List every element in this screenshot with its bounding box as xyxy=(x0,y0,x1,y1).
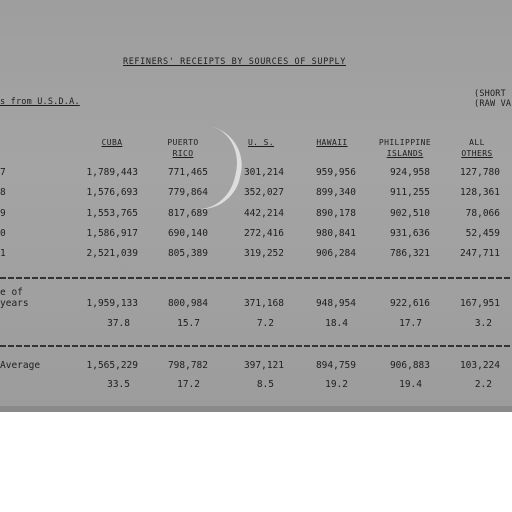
cell: 1,565,229 xyxy=(86,360,138,371)
column-header-puerto-rico: PUERTO RICO xyxy=(167,138,199,158)
cell: 1,586,917 xyxy=(86,228,138,239)
cell: 442,214 xyxy=(243,208,284,219)
cell: 2,521,039 xyxy=(86,248,138,259)
cell: 771,465 xyxy=(167,167,208,178)
cell: 690,140 xyxy=(167,228,208,239)
cell: 167,951 xyxy=(459,298,500,309)
cell: 906,284 xyxy=(315,248,356,259)
cell: 352,027 xyxy=(243,187,284,198)
cell: 798,782 xyxy=(167,360,208,371)
cell: 922,616 xyxy=(389,298,430,309)
long-average-label: Average xyxy=(0,360,41,371)
cell: 19.4 xyxy=(399,379,422,390)
column-header-philippine-islands: PHILIPPINE ISLANDS xyxy=(378,138,432,158)
cell: 902,510 xyxy=(389,208,430,219)
column-header-us: U. S. xyxy=(247,138,275,147)
cell: 1,789,443 xyxy=(86,167,138,178)
cell: 7.2 xyxy=(256,318,274,329)
cell: 959,956 xyxy=(315,167,356,178)
cell: 906,883 xyxy=(389,360,430,371)
source-note: s from U.S.D.A. xyxy=(0,97,80,107)
cell: 931,636 xyxy=(389,228,430,239)
cell: 890,178 xyxy=(315,208,356,219)
row-label: 8 xyxy=(0,187,6,198)
cell: 1,959,133 xyxy=(86,298,138,309)
cell: 1,553,765 xyxy=(86,208,138,219)
cell: 247,711 xyxy=(459,248,500,259)
cell: 301,214 xyxy=(243,167,284,178)
row-label: 0 xyxy=(0,228,6,239)
row-label: 1 xyxy=(0,248,6,259)
cell: 371,168 xyxy=(243,298,284,309)
cell: 924,958 xyxy=(389,167,430,178)
cell: 37.8 xyxy=(107,318,130,329)
unit-note-line1: (SHORT xyxy=(474,89,506,99)
row-label: 9 xyxy=(0,208,6,219)
cell: 948,954 xyxy=(315,298,356,309)
cell: 779,864 xyxy=(167,187,208,198)
cell: 78,066 xyxy=(465,208,500,219)
cell: 127,780 xyxy=(459,167,500,178)
document-title: REFINERS' RECEIPTS BY SOURCES OF SUPPLY xyxy=(123,57,346,67)
cell: 103,224 xyxy=(459,360,500,371)
column-header-cuba: CUBA xyxy=(101,138,123,147)
column-header-all-others: ALL OTHERS xyxy=(461,138,493,158)
cell: 980,841 xyxy=(315,228,356,239)
column-header-hawaii: HAWAII xyxy=(316,138,348,147)
cell: 397,121 xyxy=(243,360,284,371)
cell: 817,689 xyxy=(167,208,208,219)
cell: 911,255 xyxy=(389,187,430,198)
cell: 17.2 xyxy=(177,379,200,390)
cell: 319,252 xyxy=(243,248,284,259)
cell: 52,459 xyxy=(465,228,500,239)
cell: 128,361 xyxy=(459,187,500,198)
cell: 17.7 xyxy=(399,318,422,329)
cell: 18.4 xyxy=(325,318,348,329)
unit-note-line2: (RAW VA xyxy=(474,99,512,109)
cell: 8.5 xyxy=(256,379,274,390)
average-label-line1: e of xyxy=(0,287,23,298)
divider-rule xyxy=(0,277,512,279)
cell: 33.5 xyxy=(107,379,130,390)
row-label: 7 xyxy=(0,167,6,178)
cell: 786,321 xyxy=(389,248,430,259)
cell: 805,389 xyxy=(167,248,208,259)
cell: 1,576,693 xyxy=(86,187,138,198)
cell: 894,759 xyxy=(315,360,356,371)
cell: 19.2 xyxy=(325,379,348,390)
cell: 899,340 xyxy=(315,187,356,198)
average-label-line2: years xyxy=(0,298,29,309)
cell: 272,416 xyxy=(243,228,284,239)
divider-rule xyxy=(0,345,512,347)
cell: 3.2 xyxy=(474,318,492,329)
cell: 2.2 xyxy=(474,379,492,390)
cell: 15.7 xyxy=(177,318,200,329)
cell: 800,984 xyxy=(167,298,208,309)
